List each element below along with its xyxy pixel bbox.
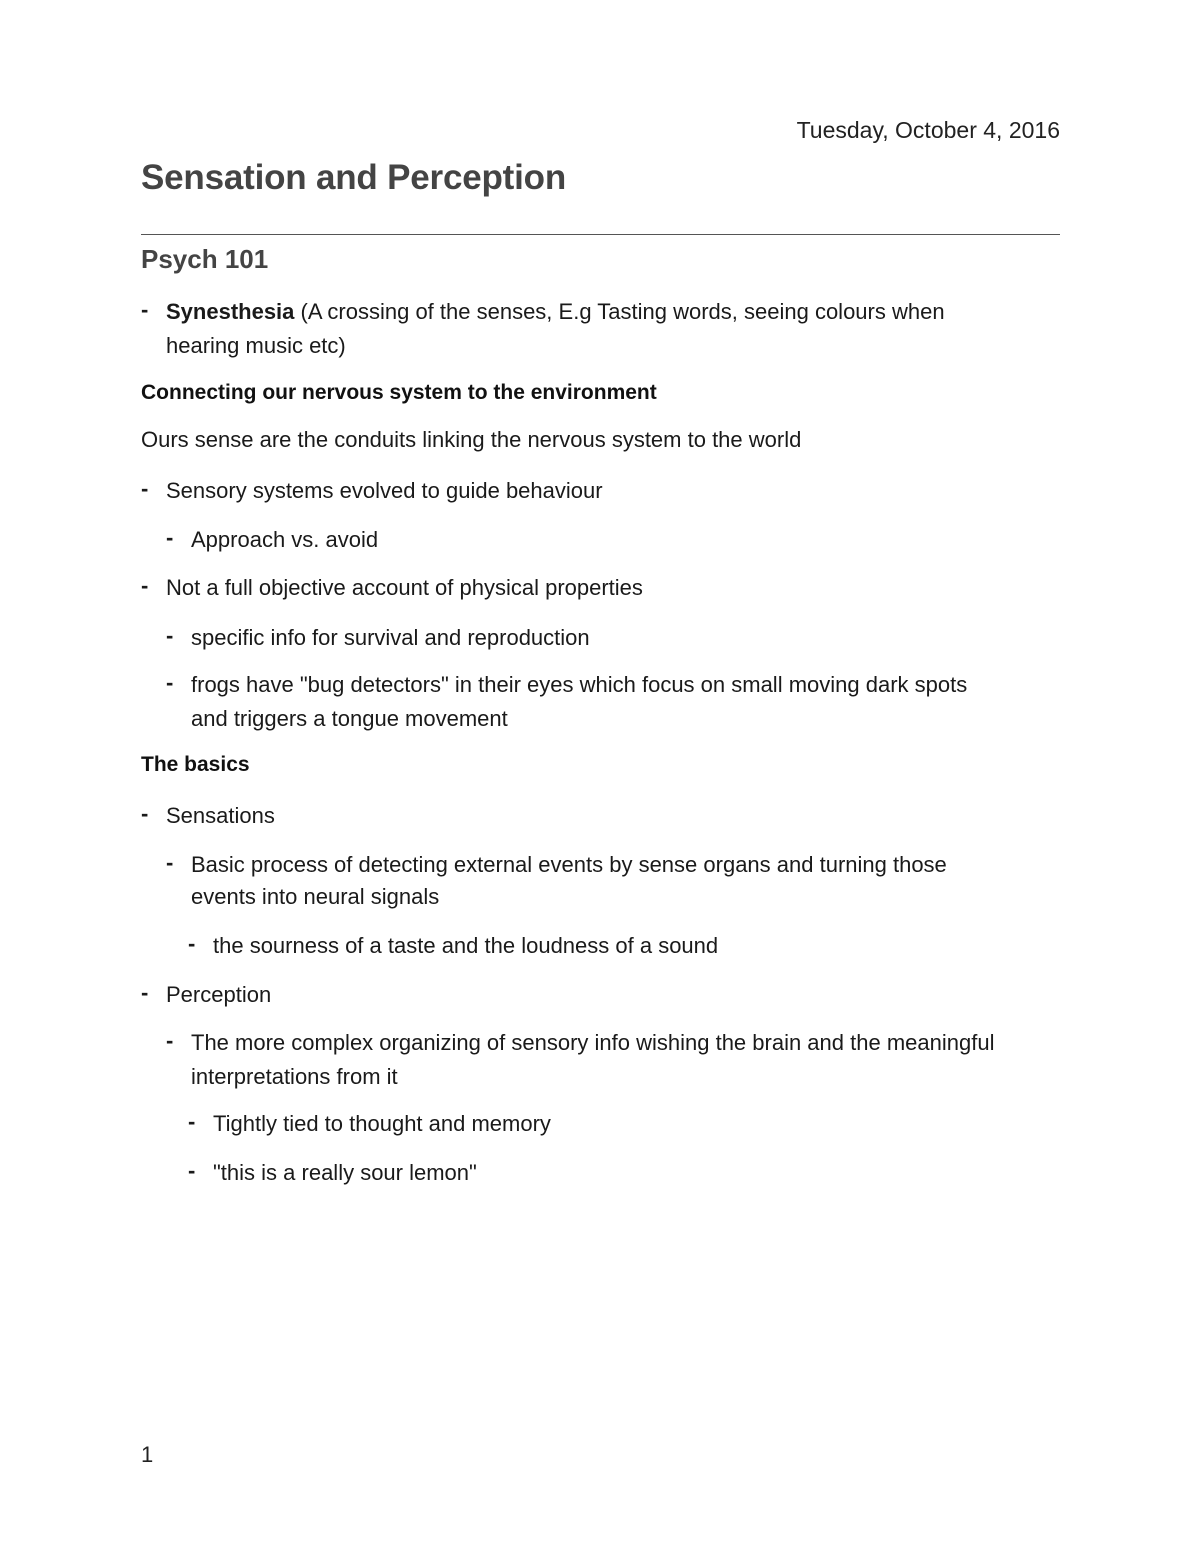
list-item-text: Not a full objective account of physical properties [166,575,643,600]
list-item-text: frogs have "bug detectors" in their eyes which focus on small moving dark spots [191,672,968,697]
page-subtitle: Psych 101 [141,244,269,274]
list-item-text: Basic process of detecting external events by sense organs and turning those [191,852,947,877]
bullet-dash: - [166,1028,174,1053]
bullet-dash: - [141,476,149,501]
document-date: Tuesday, October 4, 2016 [796,117,1060,143]
bullet-dash: - [166,850,174,875]
paragraph: Ours sense are the conduits linking the nervous system to the world [141,427,802,452]
section-heading: Connecting our nervous system to the environment [141,381,657,404]
bullet-dash: - [166,525,174,550]
list-item-continuation: hearing music etc) [166,333,346,358]
list-item-continuation: events into neural signals [191,884,440,909]
list-item-text: "this is a really sour lemon" [213,1160,477,1185]
list-item-text: Tightly tied to thought and memory [213,1111,551,1136]
page-number: 1 [141,1442,154,1467]
bullet-dash: - [141,980,149,1005]
list-item-text: Perception [166,982,272,1007]
bullet-dash: - [166,670,174,695]
list-item-text: The more complex organizing of sensory info wishing the brain and the meaningful [191,1030,995,1055]
bullet-dash: - [141,297,149,322]
list-item-text: Sensations [166,803,275,828]
list-item-text: Approach vs. avoid [191,527,379,552]
term-synesthesia: Synesthesia [166,299,295,324]
list-item-text: the sourness of a taste and the loudness of a sound [213,933,719,958]
bullet-dash: - [141,573,149,598]
bullet-dash: - [188,931,196,956]
bullet-dash: - [188,1109,196,1134]
list-item-text: Sensory systems evolved to guide behaviour [166,478,603,503]
bullet-dash: - [141,801,149,826]
term-definition: (A crossing of the senses, E.g Tasting words, seeing colours when [294,299,945,324]
list-item-text [166,295,945,328]
list-item-text: specific info for survival and reproduction [191,625,590,650]
list-item-continuation: interpretations from it [191,1064,398,1089]
list-item-continuation: and triggers a tongue movement [191,706,508,731]
bullet-dash: - [188,1158,196,1183]
bullet-dash: - [166,623,174,648]
section-heading: The basics [141,753,250,776]
page-title: Sensation and Perception [141,158,567,197]
title-divider [141,234,1060,235]
